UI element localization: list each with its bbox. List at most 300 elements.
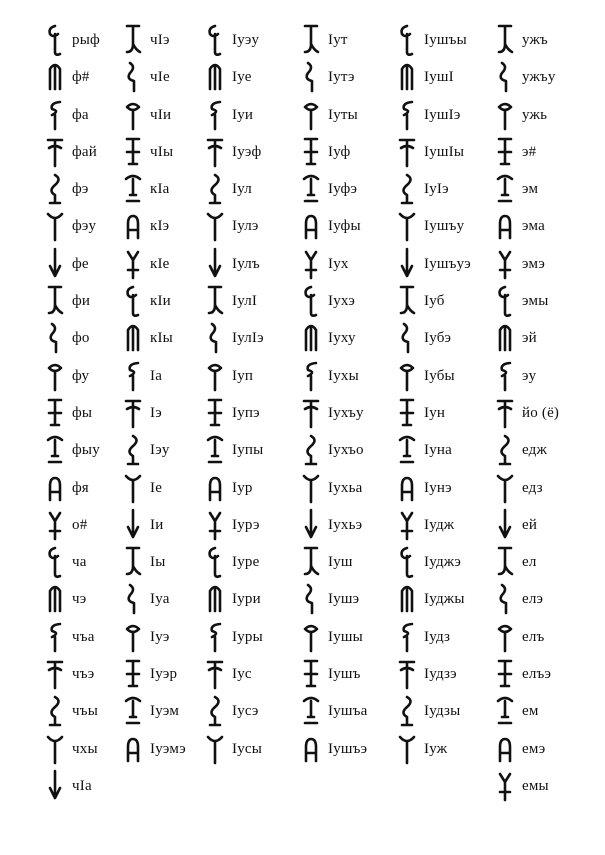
glyph-stroke bbox=[306, 510, 316, 537]
glyph-stroke bbox=[304, 176, 318, 201]
glyph-stroke bbox=[500, 739, 510, 761]
script-glyph-icon bbox=[296, 432, 326, 468]
script-glyph-icon bbox=[40, 768, 70, 804]
script-glyph-icon bbox=[200, 731, 230, 767]
script-glyph-icon bbox=[118, 208, 148, 244]
glyph-stroke bbox=[306, 436, 316, 464]
script-glyph-icon bbox=[118, 22, 148, 58]
column-6 bbox=[490, 22, 590, 805]
glyph-stroke bbox=[402, 478, 412, 500]
syllable-label: чхы bbox=[72, 740, 98, 757]
glyph-stroke bbox=[500, 216, 510, 238]
syllable-label: елъэ bbox=[522, 666, 552, 683]
script-glyph-icon bbox=[490, 358, 520, 394]
syllable-entry bbox=[392, 97, 492, 134]
script-glyph-icon bbox=[490, 693, 520, 729]
glyph-stroke bbox=[52, 624, 60, 651]
glyph-stroke bbox=[210, 587, 220, 611]
script-glyph-icon bbox=[40, 358, 70, 394]
syllable-label: ужь bbox=[522, 106, 548, 123]
glyph-stroke bbox=[50, 697, 60, 725]
script-glyph-icon bbox=[392, 693, 422, 729]
syllable-label: Iуэ bbox=[150, 628, 170, 645]
script-glyph-icon bbox=[200, 171, 230, 207]
syllable-label: едж bbox=[522, 442, 548, 459]
syllable-entry bbox=[296, 320, 396, 357]
syllable-label: Iунэ bbox=[424, 479, 452, 496]
script-glyph-icon bbox=[200, 283, 230, 319]
script-glyph-icon bbox=[392, 246, 422, 282]
syllable-entry bbox=[392, 432, 492, 469]
glyph-stroke bbox=[126, 176, 140, 201]
syllable-label: Iуи bbox=[232, 106, 254, 123]
syllable-label: елэ bbox=[522, 591, 544, 608]
syllable-label: Iулэ bbox=[232, 218, 259, 235]
syllable-entry bbox=[392, 320, 492, 357]
syllable-label: Iухьа bbox=[328, 479, 363, 496]
syllable-label: Iул bbox=[232, 181, 252, 198]
glyph-stroke bbox=[208, 437, 222, 462]
syllable-entry bbox=[40, 768, 140, 805]
script-glyph-icon bbox=[118, 59, 148, 95]
script-glyph-icon bbox=[200, 619, 230, 655]
syllable-entry bbox=[490, 544, 590, 581]
script-glyph-icon bbox=[490, 507, 520, 543]
script-glyph-icon bbox=[40, 544, 70, 580]
syllable-label: емэ bbox=[522, 740, 546, 757]
script-glyph-icon bbox=[200, 507, 230, 543]
glyph-stroke bbox=[402, 175, 412, 203]
syllable-label: Iа bbox=[150, 367, 163, 384]
syllable-entry bbox=[296, 619, 396, 656]
glyph-stroke bbox=[210, 26, 220, 55]
glyph-stroke bbox=[498, 476, 512, 502]
glyph-stroke bbox=[500, 436, 510, 464]
syllable-entry bbox=[200, 246, 300, 283]
glyph-stroke bbox=[305, 139, 317, 164]
syllable-entry bbox=[296, 246, 396, 283]
script-glyph-icon bbox=[200, 208, 230, 244]
glyph-stroke bbox=[500, 774, 510, 800]
syllable-label: IушIы bbox=[424, 143, 465, 160]
syllable-entry bbox=[392, 656, 492, 693]
syllable-entry bbox=[490, 22, 590, 59]
script-glyph-icon bbox=[40, 395, 70, 431]
script-glyph-icon bbox=[40, 97, 70, 133]
glyph-stroke bbox=[50, 478, 60, 500]
syllable-entry bbox=[296, 432, 396, 469]
glyph-stroke bbox=[128, 326, 138, 350]
script-glyph-icon bbox=[118, 731, 148, 767]
glyph-stroke bbox=[307, 585, 312, 613]
glyph-stroke bbox=[500, 510, 510, 537]
syllable-label: Iы bbox=[150, 554, 166, 571]
glyph-stroke bbox=[402, 513, 412, 539]
glyph-stroke bbox=[402, 65, 412, 89]
script-glyph-icon bbox=[200, 395, 230, 431]
syllable-label: ужъу bbox=[522, 69, 556, 86]
glyph-stroke bbox=[126, 698, 140, 723]
script-glyph-icon bbox=[40, 246, 70, 282]
glyph-stroke bbox=[306, 216, 316, 238]
syllable-label: Iухы bbox=[328, 367, 359, 384]
glyph-stroke bbox=[211, 324, 216, 352]
syllable-label: Iуа bbox=[150, 591, 170, 608]
syllable-label: фи bbox=[72, 293, 91, 310]
syllable-label: елъ bbox=[522, 628, 545, 645]
glyph-stroke bbox=[49, 287, 62, 313]
glyph-stroke bbox=[48, 737, 62, 763]
syllable-entry bbox=[392, 544, 492, 581]
syllable-label: эй bbox=[522, 330, 537, 347]
script-glyph-icon bbox=[392, 731, 422, 767]
syllable-entry bbox=[296, 470, 396, 507]
syllable-label: Iэ bbox=[150, 404, 162, 421]
syllable-label: IуIэ bbox=[424, 181, 449, 198]
syllable-label: Iупы bbox=[232, 442, 264, 459]
syllable-label: эма bbox=[522, 218, 545, 235]
syllable-label: кIы bbox=[150, 330, 173, 347]
glyph-stroke bbox=[499, 661, 511, 686]
syllable-label: фэу bbox=[72, 218, 97, 235]
script-glyph-icon bbox=[490, 731, 520, 767]
script-glyph-icon bbox=[40, 507, 70, 543]
script-glyph-icon bbox=[296, 619, 326, 655]
syllable-entry bbox=[490, 656, 590, 693]
syllable-label: эмы bbox=[522, 293, 549, 310]
script-glyph-icon bbox=[200, 358, 230, 394]
syllable-label: о# bbox=[72, 516, 88, 533]
syllable-label: ей bbox=[522, 516, 538, 533]
glyph-stroke bbox=[499, 548, 512, 574]
glyph-stroke bbox=[501, 63, 506, 91]
glyph-stroke bbox=[209, 365, 221, 390]
syllable-label: ф# bbox=[72, 69, 90, 86]
glyph-stroke bbox=[129, 63, 134, 91]
glyph-stroke bbox=[210, 697, 220, 725]
column-5 bbox=[392, 22, 492, 768]
syllable-label: Iубы bbox=[424, 367, 455, 384]
glyph-stroke bbox=[210, 478, 220, 500]
glyph-stroke bbox=[308, 363, 316, 390]
syllable-label: Iушы bbox=[328, 628, 363, 645]
syllable-label: Iулъ bbox=[232, 255, 260, 272]
script-glyph-icon bbox=[200, 693, 230, 729]
script-glyph-icon bbox=[490, 395, 520, 431]
syllable-label: Iуф bbox=[328, 143, 351, 160]
glyph-stroke bbox=[129, 585, 134, 613]
script-glyph-icon bbox=[296, 59, 326, 95]
syllable-label: Iубэ bbox=[424, 330, 452, 347]
syllable-label: Iушъуэ bbox=[424, 255, 471, 272]
syllable-label: Iуб bbox=[424, 293, 445, 310]
glyph-stroke bbox=[400, 140, 414, 166]
script-glyph-icon bbox=[296, 395, 326, 431]
syllable-entry bbox=[490, 171, 590, 208]
syllable-entry bbox=[490, 581, 590, 618]
glyph-stroke bbox=[306, 739, 316, 761]
glyph-stroke bbox=[128, 436, 138, 464]
syllable-label: фо bbox=[72, 330, 90, 347]
script-glyph-icon bbox=[40, 581, 70, 617]
syllable-entry bbox=[392, 619, 492, 656]
glyph-stroke bbox=[210, 249, 220, 276]
script-glyph-icon bbox=[118, 395, 148, 431]
syllable-entry bbox=[200, 656, 300, 693]
syllable-entry bbox=[490, 59, 590, 96]
syllable-label: Iушъа bbox=[328, 703, 368, 720]
syllable-label: Iуэмэ bbox=[150, 740, 186, 757]
syllable-entry bbox=[296, 581, 396, 618]
script-glyph-icon bbox=[392, 97, 422, 133]
script-glyph-icon bbox=[200, 544, 230, 580]
script-glyph-icon bbox=[490, 171, 520, 207]
glyph-stroke bbox=[401, 365, 413, 390]
syllable-label: Iудж bbox=[424, 516, 455, 533]
glyph-stroke bbox=[48, 214, 62, 240]
glyph-stroke bbox=[404, 102, 412, 129]
script-glyph-icon bbox=[296, 246, 326, 282]
syllable-entry bbox=[392, 731, 492, 768]
script-glyph-icon bbox=[118, 693, 148, 729]
script-glyph-icon bbox=[118, 358, 148, 394]
script-glyph-icon bbox=[200, 97, 230, 133]
syllable-label: едз bbox=[522, 479, 543, 496]
syllable-entry bbox=[296, 134, 396, 171]
syllable-label: емы bbox=[522, 777, 549, 794]
syllable-entry bbox=[200, 208, 300, 245]
script-glyph-icon bbox=[296, 470, 326, 506]
syllable-entry bbox=[296, 656, 396, 693]
column-4 bbox=[296, 22, 396, 768]
script-glyph-icon bbox=[40, 656, 70, 692]
syllable-label: кIе bbox=[150, 255, 170, 272]
syllable-entry bbox=[200, 134, 300, 171]
syllable-entry bbox=[200, 731, 300, 768]
syllable-label: кIи bbox=[150, 293, 171, 310]
syllable-label: IулI bbox=[232, 293, 258, 310]
glyph-stroke bbox=[305, 26, 318, 52]
script-glyph-icon bbox=[392, 432, 422, 468]
glyph-stroke bbox=[402, 587, 412, 611]
syllable-entry bbox=[200, 320, 300, 357]
script-glyph-icon bbox=[200, 59, 230, 95]
glyph-stroke bbox=[304, 476, 318, 502]
glyph-stroke bbox=[500, 287, 510, 316]
syllable-label: Iухъу bbox=[328, 404, 364, 421]
script-glyph-icon bbox=[392, 171, 422, 207]
script-glyph-icon bbox=[296, 656, 326, 692]
glyph-stroke bbox=[402, 26, 412, 55]
script-glyph-icon bbox=[118, 507, 148, 543]
script-glyph-icon bbox=[490, 246, 520, 282]
script-glyph-icon bbox=[118, 134, 148, 170]
syllable-label: Iе bbox=[150, 479, 163, 496]
script-glyph-icon bbox=[490, 22, 520, 58]
syllable-label: Iут bbox=[328, 32, 348, 48]
syllable-entry bbox=[490, 507, 590, 544]
glyph-stroke bbox=[49, 400, 61, 425]
syllable-label: Iуджэ bbox=[424, 554, 461, 571]
syllable-entry bbox=[392, 581, 492, 618]
script-glyph-icon bbox=[392, 358, 422, 394]
glyph-stroke bbox=[126, 401, 140, 427]
glyph-stroke bbox=[51, 324, 56, 352]
script-glyph-icon bbox=[200, 22, 230, 58]
glyph-stroke bbox=[49, 365, 61, 390]
script-glyph-icon bbox=[118, 320, 148, 356]
syllable-entry bbox=[392, 470, 492, 507]
syllable-entry bbox=[392, 59, 492, 96]
syllable-label: э# bbox=[522, 143, 537, 160]
glyph-stroke bbox=[210, 548, 220, 577]
script-glyph-icon bbox=[118, 581, 148, 617]
syllable-entry bbox=[200, 395, 300, 432]
glyph-stroke bbox=[48, 140, 62, 166]
glyph-stroke bbox=[306, 287, 316, 316]
script-glyph-icon bbox=[392, 619, 422, 655]
script-glyph-icon bbox=[118, 432, 148, 468]
syllable-label: чIе bbox=[150, 69, 170, 86]
syllable-entry bbox=[200, 59, 300, 96]
syllable-label: чIи bbox=[150, 106, 172, 123]
script-glyph-icon bbox=[118, 470, 148, 506]
syllable-entry bbox=[200, 22, 300, 59]
syllable-entry bbox=[490, 320, 590, 357]
syllable-label: фыу bbox=[72, 442, 100, 459]
syllable-label: Iупэ bbox=[232, 404, 260, 421]
script-glyph-icon bbox=[392, 208, 422, 244]
script-glyph-icon bbox=[200, 246, 230, 282]
syllable-entry bbox=[200, 432, 300, 469]
syllable-label: Iуш bbox=[328, 554, 353, 571]
syllable-label: чъа bbox=[72, 628, 95, 645]
syllable-label: Iуна bbox=[424, 442, 452, 459]
script-glyph-icon bbox=[118, 619, 148, 655]
syllable-label: чъэ bbox=[72, 666, 95, 683]
syllable-entry bbox=[296, 283, 396, 320]
syllable-label: фя bbox=[72, 479, 89, 496]
script-glyph-icon bbox=[490, 432, 520, 468]
syllable-label: ел bbox=[522, 554, 537, 571]
glyph-stroke bbox=[208, 214, 222, 240]
syllable-label: ем bbox=[522, 703, 539, 720]
glyph-stroke bbox=[400, 662, 414, 688]
glyph-stroke bbox=[52, 102, 60, 129]
syllable-entry bbox=[296, 22, 396, 59]
glyph-stroke bbox=[128, 510, 138, 537]
syllable-label: Iух bbox=[328, 255, 349, 272]
syllable-label: Iур bbox=[232, 479, 253, 496]
syllable-label: йо (ё) bbox=[522, 404, 560, 421]
script-glyph-icon bbox=[490, 208, 520, 244]
syllable-label: чIэ bbox=[150, 32, 170, 48]
syllable-label: Iудз bbox=[424, 628, 451, 645]
glyph-stroke bbox=[130, 363, 138, 390]
syllable-label: фэ bbox=[72, 181, 89, 198]
glyph-stroke bbox=[305, 661, 317, 686]
syllable-entry bbox=[296, 97, 396, 134]
script-glyph-icon bbox=[392, 320, 422, 356]
syllable-entry bbox=[200, 693, 300, 730]
syllable-label: Iун bbox=[424, 404, 446, 421]
glyph-stroke bbox=[404, 624, 412, 651]
script-glyph-icon bbox=[40, 619, 70, 655]
glyph-stroke bbox=[212, 624, 220, 651]
glyph-stroke bbox=[128, 252, 138, 278]
script-glyph-icon bbox=[392, 395, 422, 431]
glyph-stroke bbox=[48, 437, 62, 462]
syllable-entry bbox=[490, 731, 590, 768]
syllable-label: Iусы bbox=[232, 740, 263, 757]
glyph-stroke bbox=[208, 140, 222, 166]
script-glyph-icon bbox=[296, 731, 326, 767]
syllable-entry bbox=[296, 731, 396, 768]
syllable-entry bbox=[200, 97, 300, 134]
script-glyph-icon bbox=[490, 134, 520, 170]
glyph-stroke bbox=[305, 104, 317, 129]
script-glyph-icon bbox=[296, 320, 326, 356]
syllable-label: Iуэу bbox=[232, 32, 260, 48]
script-glyph-icon bbox=[296, 171, 326, 207]
script-glyph-icon bbox=[296, 544, 326, 580]
syllable-label: Iушъ bbox=[328, 666, 361, 683]
syllable-entry bbox=[490, 283, 590, 320]
glyph-stroke bbox=[502, 363, 510, 390]
script-glyph-icon bbox=[490, 544, 520, 580]
glyph-stroke bbox=[127, 104, 139, 129]
glyph-stroke bbox=[50, 548, 60, 577]
syllable-label: IушI bbox=[424, 69, 454, 86]
syllable-entry bbox=[296, 507, 396, 544]
syllable-entry bbox=[392, 507, 492, 544]
syllable-label: фе bbox=[72, 255, 89, 272]
glyph-stroke bbox=[402, 249, 412, 276]
syllable-label: Iурэ bbox=[232, 516, 260, 533]
script-glyph-icon bbox=[118, 171, 148, 207]
syllable-entry bbox=[490, 693, 590, 730]
script-glyph-icon bbox=[118, 544, 148, 580]
script-glyph-icon bbox=[40, 171, 70, 207]
glyph-stroke bbox=[127, 139, 139, 164]
syllable-entry bbox=[296, 693, 396, 730]
glyph-stroke bbox=[403, 324, 408, 352]
syllable-label: Iи bbox=[150, 516, 164, 533]
syllable-entry bbox=[296, 395, 396, 432]
script-glyph-icon bbox=[118, 656, 148, 692]
glyph-stroke bbox=[500, 252, 510, 278]
script-glyph-icon bbox=[200, 134, 230, 170]
glyph-stroke bbox=[126, 476, 140, 502]
glyph-stroke bbox=[501, 585, 506, 613]
syllable-label: фу bbox=[72, 367, 90, 384]
syllable-entry bbox=[200, 283, 300, 320]
glyph-stroke bbox=[498, 698, 512, 723]
script-glyph-icon bbox=[40, 134, 70, 170]
glyph-stroke bbox=[209, 400, 221, 425]
glyph-stroke bbox=[208, 662, 222, 688]
glyph-stroke bbox=[208, 737, 222, 763]
script-glyph-icon bbox=[296, 283, 326, 319]
script-glyph-icon bbox=[40, 432, 70, 468]
syllable-label: IулIэ bbox=[232, 330, 264, 347]
syllable-label: кIа bbox=[150, 181, 170, 198]
syllable-entry bbox=[490, 97, 590, 134]
syllable-label: рыф bbox=[72, 32, 100, 48]
syllable-label: Iуэр bbox=[150, 666, 178, 683]
script-glyph-icon bbox=[392, 581, 422, 617]
glyph-stroke bbox=[307, 63, 312, 91]
